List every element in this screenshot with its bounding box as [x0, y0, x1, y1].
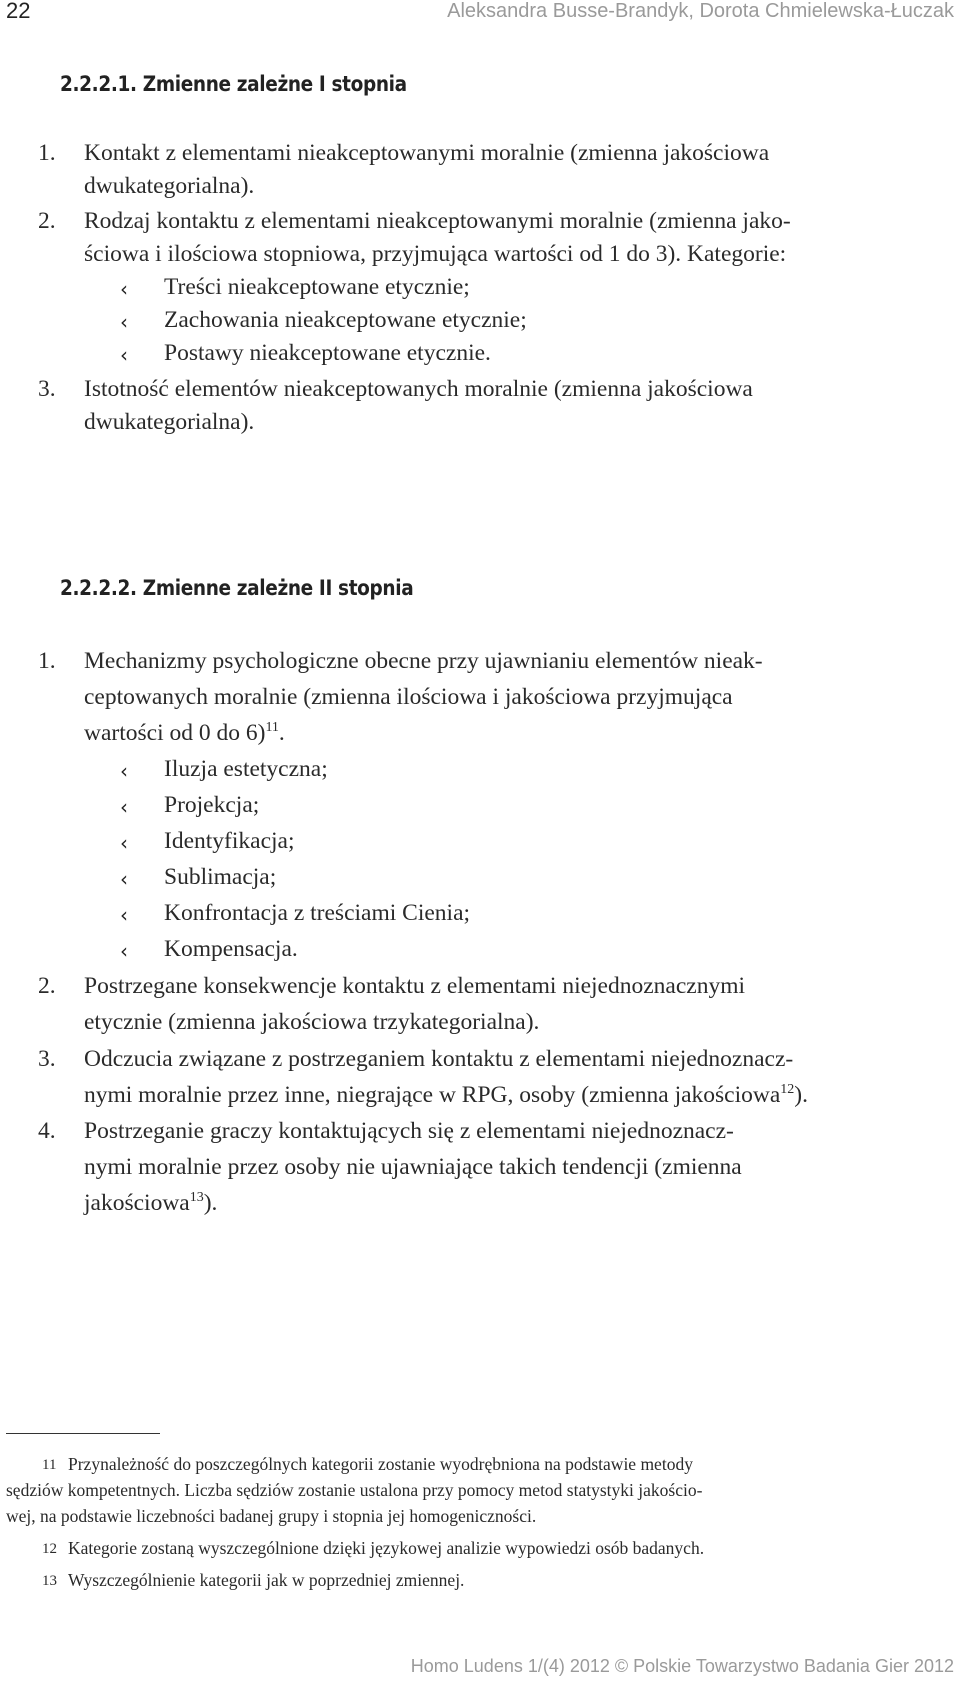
chevron-left-icon: ‹	[120, 831, 128, 855]
list-number: 1.	[38, 140, 56, 166]
list-item-line: wartości od 0 do 6)$^{11}$.	[84, 720, 285, 746]
chevron-left-icon: ‹	[120, 939, 128, 963]
footnote-line: wej, na podstawie liczebności badanej grupy i stopnia jej homogeniczności.	[6, 1506, 537, 1526]
bullet-item: Sublimacja;	[164, 864, 277, 890]
list-number: 3.	[38, 1046, 56, 1072]
footnote-divider	[6, 1433, 160, 1434]
list-item-line: ceptowanych moralnie (zmienna ilościowa i jakościowa przyjmująca	[84, 684, 733, 710]
list-number: 2.	[38, 973, 56, 999]
list-number: 2.	[38, 208, 56, 234]
footnote-ref: 11	[265, 720, 279, 735]
list-item-line: Postrzeganie graczy kontaktujących się z elementami niejednoznacz-	[84, 1118, 734, 1144]
page-footer: Homo Ludens 1/(4) 2012 © Polskie Towarzystwo Badania Gier 2012	[410, 1656, 954, 1676]
bullet-item: Zachowania nieakceptowane etycznie;	[164, 307, 527, 333]
bullet-item: Iluzja estetyczna;	[164, 756, 328, 782]
footnote-mark: 12	[42, 1541, 57, 1557]
section-heading-2: 2.2.2.2. Zmienne zależne II stopnia	[60, 576, 414, 600]
chevron-left-icon: ‹	[120, 795, 128, 819]
bullet-item: Kompensacja.	[164, 936, 298, 962]
list-item-line: Kontakt z elementami nieakceptowanymi moralnie (zmienna jakościowa	[84, 140, 770, 166]
footnote-mark: 11	[42, 1457, 57, 1473]
chevron-left-icon: ‹	[120, 310, 128, 334]
footnote-line: Kategorie zostaną wyszczególnione dzięki językowej analizie wypowiedzi osób badanych.	[68, 1538, 705, 1558]
list-item-line: ściowa i ilościowa stopniowa, przyjmująca wartości od 1 do 3). Kategorie:	[84, 241, 787, 267]
list-item-line: dwukategorialna).	[84, 173, 255, 199]
list-number: 3.	[38, 376, 56, 402]
chevron-left-icon: ‹	[120, 759, 128, 783]
list-item-line: Odczucia związane z postrzeganiem kontaktu z elementami niejednoznacz-	[84, 1046, 794, 1072]
footnote-line: Wyszczególnienie kategorii jak w poprzedniej zmiennej.	[68, 1570, 465, 1590]
list-item-line: Mechanizmy psychologiczne obecne przy ujawnianiu elementów nieak-	[84, 648, 763, 674]
bullet-item: Konfrontacja z treściami Cienia;	[164, 900, 471, 926]
bullet-item: Postawy nieakceptowane etycznie.	[164, 340, 491, 366]
list-item-line: jakościowa$^{13}$).	[84, 1190, 218, 1216]
list-item-line: Istotność elementów nieakceptowanych moralnie (zmienna jakościowa	[84, 376, 753, 402]
running-head-authors: Aleksandra Busse-Brandyk, Dorota Chmielewska-Łuczak	[447, 0, 954, 22]
list-item-line: nymi moralnie przez osoby nie ujawniające takich tendencji (zmienna	[84, 1154, 742, 1180]
page-number: 22	[6, 0, 31, 23]
footnote-ref: 12	[780, 1082, 795, 1097]
list-item-line: nymi moralnie przez inne, niegrające w RPG, osoby (zmienna jakościowa$^{12}$).	[84, 1082, 808, 1108]
list-number: 1.	[38, 648, 56, 674]
bullet-item: Projekcja;	[164, 792, 260, 818]
list-item-line: etycznie (zmienna jakościowa trzykategorialna).	[84, 1009, 540, 1035]
chevron-left-icon: ‹	[120, 903, 128, 927]
chevron-left-icon: ‹	[120, 277, 128, 301]
list-item-line: Postrzegane konsekwencje kontaktu z elementami niejednoznacznymi	[84, 973, 746, 999]
list-item-line: dwukategorialna).	[84, 409, 255, 435]
footnote-ref: 13	[189, 1190, 204, 1205]
bullet-item: Identyfikacja;	[164, 828, 295, 854]
footnote-line: Przynależność do poszczególnych kategorii zostanie wyodrębniona na podstawie metody	[68, 1454, 693, 1474]
list-number: 4.	[38, 1118, 56, 1144]
list-item-line: Rodzaj kontaktu z elementami nieakceptowanymi moralnie (zmienna jako-	[84, 208, 791, 234]
footnote-mark: 13	[42, 1573, 57, 1589]
footnote-line: sędziów kompetentnych. Liczba sędziów zostanie ustalona przy pomocy metod statystyki jakościo-	[6, 1480, 703, 1500]
section-heading-1: 2.2.2.1. Zmienne zależne I stopnia	[60, 72, 407, 96]
chevron-left-icon: ‹	[120, 867, 128, 891]
chevron-left-icon: ‹	[120, 343, 128, 367]
bullet-item: Treści nieakceptowane etycznie;	[164, 274, 470, 300]
